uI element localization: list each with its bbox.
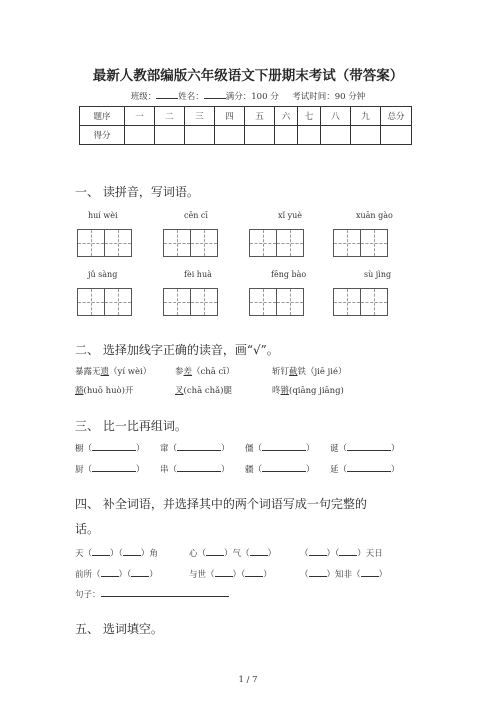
- compare-char: 诞: [330, 444, 339, 454]
- answer-blank[interactable]: [177, 462, 221, 472]
- score-header-cell: 四: [215, 107, 245, 126]
- compare-item[interactable]: 延（ ）: [330, 462, 400, 475]
- idiom-blank[interactable]: [339, 546, 357, 556]
- idiom-blank[interactable]: [361, 567, 379, 577]
- score-header-cell: 八: [321, 107, 351, 126]
- score-header-cell: 七: [298, 107, 321, 126]
- tianzige-answer[interactable]: [249, 288, 303, 316]
- idiom-part: 气: [232, 549, 242, 559]
- tianzige-cell[interactable]: [163, 288, 191, 316]
- tianzige-answer[interactable]: [249, 229, 303, 257]
- underlined-char: 锵: [280, 386, 290, 396]
- compare-item[interactable]: 诞（ ）: [330, 441, 400, 454]
- pinyin-label: xuān gào: [356, 211, 393, 220]
- score-header-cell: 六: [275, 107, 298, 126]
- score-cell[interactable]: [155, 126, 185, 145]
- idiom-item[interactable]: 与世（ ）（ ）: [189, 567, 272, 580]
- score-header-cell: 五: [245, 107, 275, 126]
- score-cell[interactable]: [275, 126, 298, 145]
- idiom-item[interactable]: （ ）知非（ ）: [300, 567, 387, 580]
- underlined-char: 截: [289, 367, 298, 377]
- section-5-title: 五、 选词填空。: [75, 622, 163, 636]
- page-number: 1 / 7: [238, 675, 258, 685]
- compare-char: 僵: [245, 444, 254, 454]
- section-2-title: 二、 选择加线字正确的读音，画“√”。: [75, 343, 279, 357]
- word-part: 参: [175, 367, 184, 377]
- answer-blank[interactable]: [262, 462, 306, 472]
- compare-char: 橱: [75, 444, 84, 454]
- compare-item[interactable]: 疆（ ）: [245, 462, 315, 475]
- class-blank: [156, 89, 178, 99]
- name-blank: [204, 89, 226, 99]
- answer-blank[interactable]: [262, 441, 306, 451]
- pinyin-label: sù jìng: [364, 270, 392, 279]
- score-cell[interactable]: [215, 126, 245, 145]
- idiom-blank[interactable]: [92, 546, 110, 556]
- idiom-item[interactable]: 心（ ）气（ ）: [189, 546, 276, 559]
- idiom-item[interactable]: 前所（ ）（ ）: [75, 567, 158, 580]
- score-row-label: 得分: [80, 126, 125, 145]
- reading-item[interactable]: [175, 384, 232, 396]
- reading-item[interactable]: [272, 365, 347, 377]
- section-1-title: 一、 读拼音，写词语。: [75, 185, 199, 199]
- reading-item[interactable]: [175, 365, 235, 377]
- full-score: 满分：100 分: [225, 92, 279, 102]
- idiom-blank[interactable]: [101, 567, 119, 577]
- score-header-cell: 一: [125, 107, 155, 126]
- tianzige-cell[interactable]: [77, 229, 105, 257]
- answer-blank[interactable]: [92, 441, 136, 451]
- tianzige-cell[interactable]: [249, 229, 277, 257]
- tianzige-cell[interactable]: [276, 288, 304, 316]
- score-header-row: [80, 107, 412, 126]
- compare-char: 疆: [245, 465, 254, 475]
- reading-item[interactable]: [75, 365, 151, 377]
- tianzige-cell[interactable]: [190, 288, 218, 316]
- tianzige-answer[interactable]: [77, 229, 131, 257]
- compare-char: 延: [330, 465, 339, 475]
- reading-item[interactable]: [272, 384, 344, 396]
- compare-item[interactable]: 橱（ ）: [75, 441, 145, 454]
- tianzige-answer[interactable]: [77, 288, 131, 316]
- tianzige-cell[interactable]: [360, 229, 388, 257]
- idiom-part: 天: [75, 549, 84, 559]
- section-4-title-cont: 话。: [75, 522, 100, 536]
- idiom-blank[interactable]: [206, 546, 224, 556]
- pronunciation-options: (huō huò)开: [83, 386, 134, 396]
- section-4-title: 四、 补全词语，并选择其中的两个词语写成一句完整的: [75, 497, 367, 511]
- pinyin-label: cēn cī: [184, 211, 208, 220]
- tianzige-answer[interactable]: [163, 288, 217, 316]
- score-cell[interactable]: [245, 126, 275, 145]
- score-cell[interactable]: [298, 126, 321, 145]
- compare-char: 窜: [160, 444, 169, 454]
- answer-blank[interactable]: [177, 441, 221, 451]
- tianzige-cell[interactable]: [276, 229, 304, 257]
- pinyin-label: jǔ sàng: [88, 270, 118, 279]
- underlined-char: 豁: [75, 386, 84, 396]
- sentence-line[interactable]: [75, 587, 229, 600]
- score-header-cell: 三: [185, 107, 215, 126]
- idiom-item[interactable]: （ ）（ ）天日: [300, 546, 383, 559]
- section-3-title: 三、 比一比再组词。: [75, 419, 187, 433]
- idiom-part: 心: [189, 549, 198, 559]
- pronunciation-options: (chā chǎ)腿: [183, 386, 232, 396]
- tianzige-cell[interactable]: [190, 229, 218, 257]
- reading-item[interactable]: [75, 384, 133, 396]
- tianzige-answer[interactable]: [333, 288, 387, 316]
- tianzige-cell[interactable]: [249, 288, 277, 316]
- name-label: 姓名：: [178, 92, 204, 102]
- exam-time: 考试时间：90 分钟: [292, 92, 366, 102]
- pinyin-label: huí wèi: [88, 211, 118, 220]
- underlined-char: 叉: [175, 386, 184, 396]
- score-cell[interactable]: [321, 126, 351, 145]
- sentence-blank[interactable]: [101, 587, 229, 597]
- compare-item[interactable]: 僵（ ）: [245, 441, 315, 454]
- idiom-part: 与世: [189, 570, 207, 580]
- score-cell[interactable]: [125, 126, 155, 145]
- word-part: 斩钉: [272, 367, 290, 377]
- tianzige-cell[interactable]: [104, 229, 132, 257]
- idiom-part: 天日: [365, 549, 383, 559]
- idiom-blank[interactable]: [131, 567, 149, 577]
- pronunciation-options: （chā cī）: [192, 367, 235, 377]
- idiom-part: 角: [149, 549, 158, 559]
- tianzige-cell[interactable]: [104, 288, 132, 316]
- idiom-blank[interactable]: [123, 546, 141, 556]
- score-header-cell: 题序: [80, 107, 125, 126]
- pronunciation-options: （yí wèi）: [109, 367, 152, 377]
- tianzige-cell[interactable]: [333, 229, 361, 257]
- score-cell[interactable]: [185, 126, 215, 145]
- pinyin-label: xǐ yuè: [278, 211, 303, 220]
- score-value-row: [80, 126, 412, 145]
- tianzige-cell[interactable]: [360, 288, 388, 316]
- score-header-cell: 九: [351, 107, 381, 126]
- compare-item[interactable]: 窜（ ）: [160, 441, 230, 454]
- idiom-part: 知非: [335, 570, 353, 580]
- score-cell[interactable]: [381, 126, 412, 145]
- tianzige-cell[interactable]: [163, 229, 191, 257]
- idiom-blank[interactable]: [245, 567, 263, 577]
- word-part: 咚: [272, 386, 281, 396]
- pronunciation-options: (qiāng jiāng): [289, 386, 344, 396]
- pinyin-label: fēng bào: [271, 270, 307, 279]
- tianzige-cell[interactable]: [333, 288, 361, 316]
- compare-item[interactable]: 串（ ）: [160, 462, 230, 475]
- answer-blank[interactable]: [92, 462, 136, 472]
- answer-blank[interactable]: [347, 462, 391, 472]
- pinyin-label: fèi huà: [184, 270, 212, 279]
- sentence-label: 句子：: [75, 590, 101, 600]
- idiom-blank[interactable]: [309, 567, 327, 577]
- score-header-cell: 二: [155, 107, 185, 126]
- underlined-char: 差: [183, 367, 193, 377]
- compare-char: 串: [160, 465, 169, 475]
- idiom-blank[interactable]: [215, 567, 233, 577]
- tianzige-answer[interactable]: [163, 229, 217, 257]
- idiom-item[interactable]: 天（ ）（ ）角: [75, 546, 158, 559]
- idiom-blank[interactable]: [309, 546, 327, 556]
- answer-blank[interactable]: [347, 441, 391, 451]
- tianzige-answer[interactable]: [333, 229, 387, 257]
- score-table: [79, 106, 412, 145]
- exam-info: [0, 89, 496, 102]
- word-part: 暴露无: [75, 367, 101, 377]
- idiom-part: 前所: [75, 570, 93, 580]
- pronunciation-options: 铁（jiē jié）: [297, 367, 347, 377]
- score-cell[interactable]: [351, 126, 381, 145]
- compare-item[interactable]: 厨（ ）: [75, 462, 145, 475]
- page-title: 最新人教部编版六年级语文下册期末考试（带答案）: [92, 68, 404, 84]
- underlined-char: 遗: [100, 367, 110, 377]
- tianzige-cell[interactable]: [77, 288, 105, 316]
- score-header-cell: 总分: [381, 107, 412, 126]
- compare-char: 厨: [75, 465, 84, 475]
- idiom-blank[interactable]: [250, 546, 268, 556]
- class-label: 班级：: [130, 92, 157, 102]
